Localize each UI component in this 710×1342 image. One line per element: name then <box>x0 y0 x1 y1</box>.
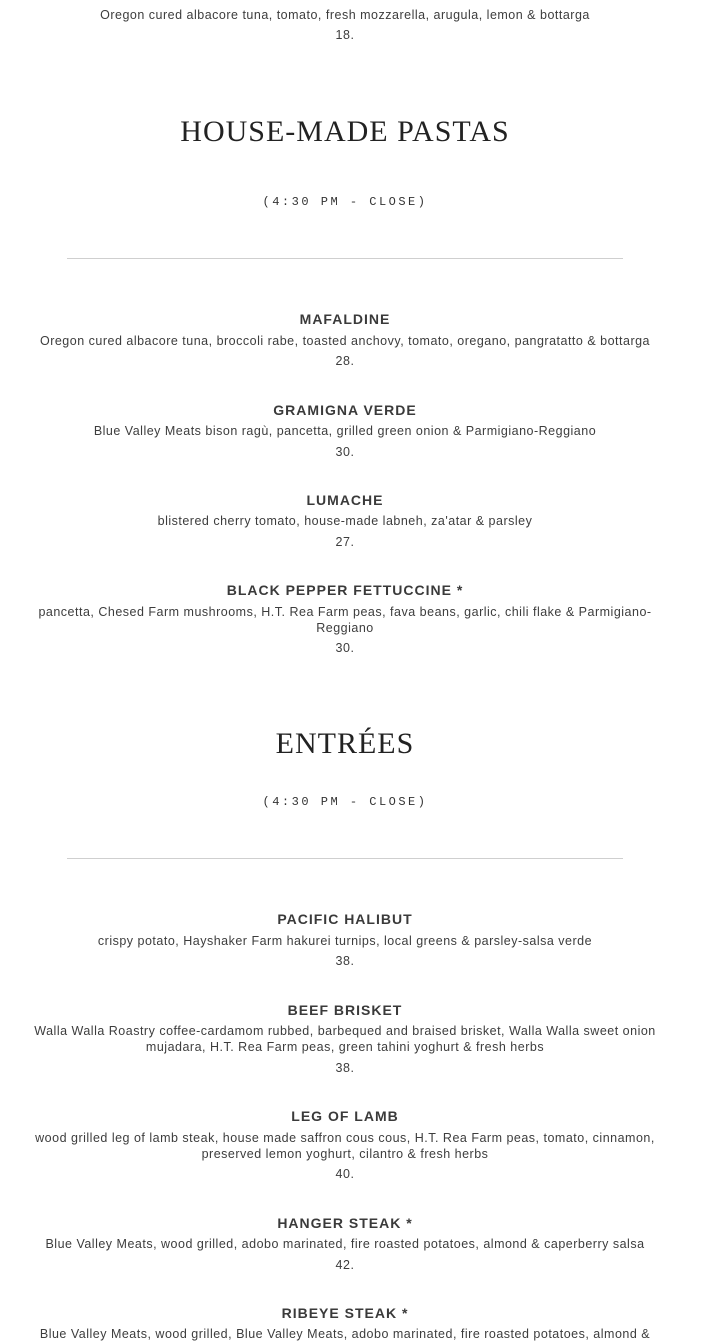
menu-item-name: LUMACHE <box>306 492 384 508</box>
menu-item-price: 27. <box>335 535 355 549</box>
section-title-pastas: HOUSE-MADE PASTAS <box>180 115 510 148</box>
menu-item-name: PACIFIC HALIBUT <box>277 911 413 927</box>
item-price: 18. <box>335 28 355 42</box>
menu-item-price: 42. <box>335 1258 355 1272</box>
item-description: Oregon cured albacore tuna, tomato, fresh mozzarella, arugula, lemon & bottarga <box>100 8 590 22</box>
menu-item-price: 40. <box>335 1167 355 1181</box>
menu-item-name: RIBEYE STEAK * <box>281 1305 409 1321</box>
menu-item-price: 28. <box>335 354 355 368</box>
menu-item-description: Blue Valley Meats bison ragù, pancetta, grilled green onion & Parmigiano-Reggiano <box>93 424 597 438</box>
menu-item-name: LEG OF LAMB <box>291 1108 399 1124</box>
section-divider <box>67 858 623 859</box>
menu-item-price: 38. <box>335 954 355 968</box>
menu-item-name: GRAMIGNA VERDE <box>273 402 417 418</box>
menu-item-description: wood grilled leg of lamb steak, house made saffron cous cous, H.T. Rea Farm peas, tomato, cinnamon, preserved lemon yoghurt, cilantro & fresh herbs <box>35 1131 655 1161</box>
menu-item-name: BLACK PEPPER FETTUCCINE * <box>226 582 464 598</box>
section-hours-entrees: (4:30 PM - CLOSE) <box>262 795 428 809</box>
menu-item-name: BEEF BRISKET <box>287 1002 403 1018</box>
menu-item-description: Oregon cured albacore tuna, broccoli rabe, toasted anchovy, tomato, oregano, pangratatto & bottarga <box>39 334 651 348</box>
menu-item-description: crispy potato, Hayshaker Farm hakurei turnips, local greens & parsley-salsa verde <box>97 934 593 948</box>
menu-item-price: 30. <box>335 641 355 655</box>
menu-item-name: HANGER STEAK * <box>277 1215 413 1231</box>
menu-item-description: Blue Valley Meats, wood grilled, Blue Valley Meats, adobo marinated, fire roasted potatoes, almond & <box>39 1327 651 1341</box>
section-divider <box>67 258 623 259</box>
menu-item-description: blistered cherry tomato, house-made labneh, za'atar & parsley <box>157 514 533 528</box>
menu-item-name: MAFALDINE <box>299 311 391 327</box>
section-title-entrees: ENTRÉES <box>275 727 415 760</box>
menu-item-price: 30. <box>335 445 355 459</box>
menu-item-description: Walla Walla Roastry coffee-cardamom rubbed, barbequed and braised brisket, Walla Walla sweet onion mujadara, H.T. Rea Farm peas, green tahini yoghurt & fresh herbs <box>34 1024 656 1054</box>
menu-item-price: 38. <box>335 1061 355 1075</box>
menu-item-description: pancetta, Chesed Farm mushrooms, H.T. Rea Farm peas, fava beans, garlic, chili flake & Parmigiano-Reggiano <box>38 605 652 635</box>
menu-item-description: Blue Valley Meats, wood grilled, adobo marinated, fire roasted potatoes, almond & caperberry salsa <box>45 1237 645 1251</box>
section-hours-pastas: (4:30 PM - CLOSE) <box>262 195 428 209</box>
